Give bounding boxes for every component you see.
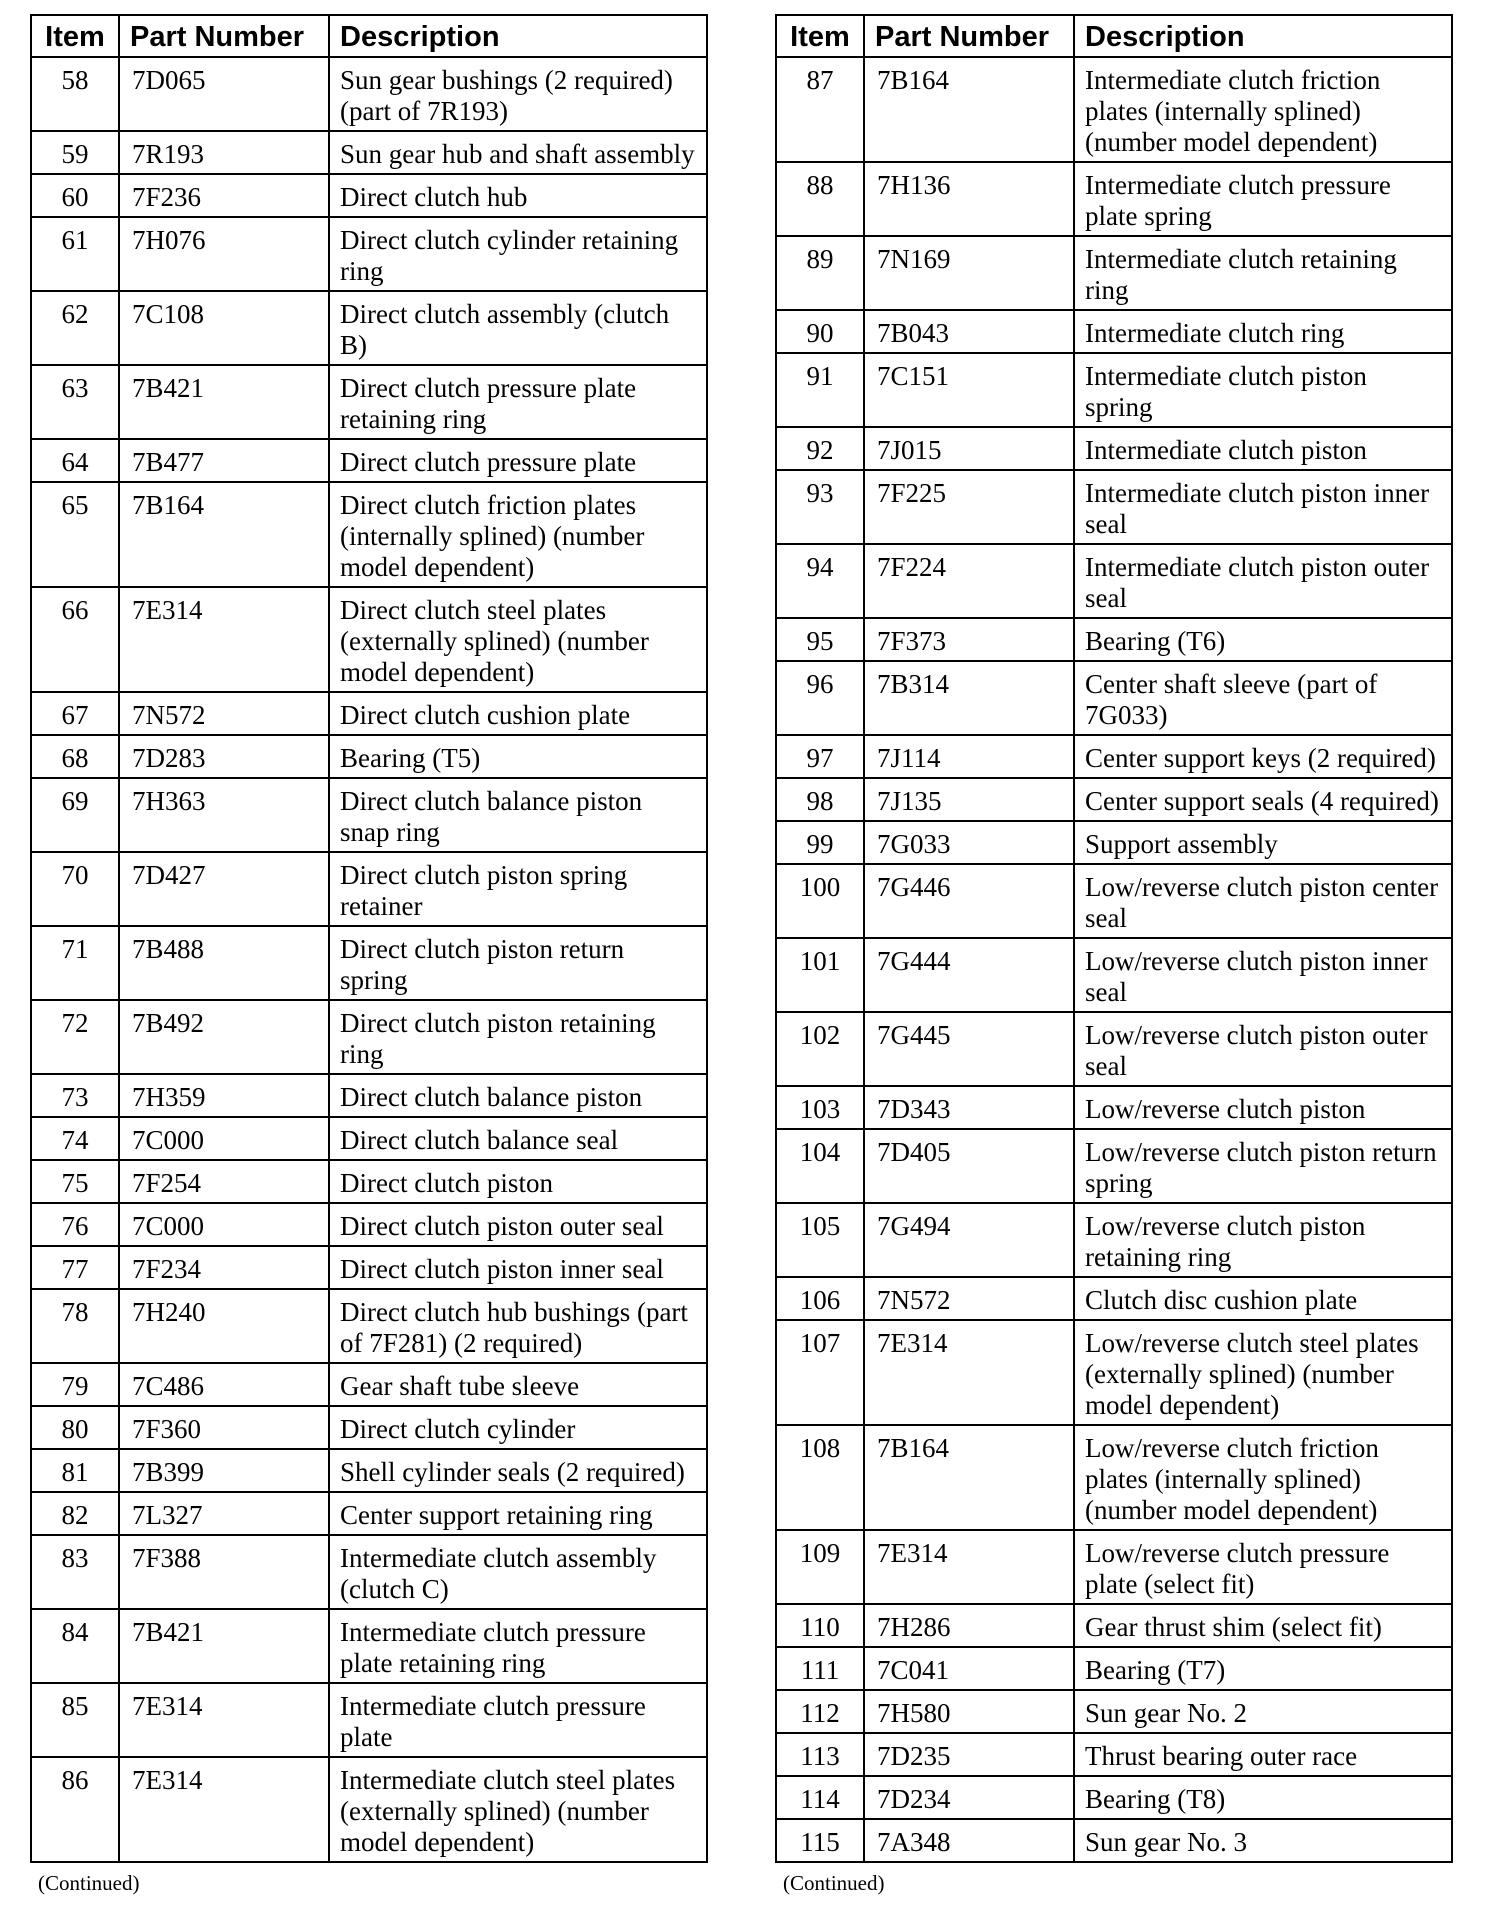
description-cell: Direct clutch friction plates (internally splined) (number model dependent) <box>329 482 707 587</box>
part-number-cell: 7L327 <box>119 1492 329 1535</box>
item-cell: 75 <box>31 1160 119 1203</box>
part-number-cell: 7E314 <box>119 587 329 692</box>
description-cell: Intermediate clutch retaining ring <box>1074 236 1452 310</box>
part-number-cell: 7B314 <box>864 661 1074 735</box>
table-row <box>31 482 707 587</box>
item-cell: 85 <box>31 1683 119 1757</box>
description-cell: Direct clutch balance piston <box>329 1074 707 1117</box>
part-number-cell: 7N169 <box>864 236 1074 310</box>
header-part-number: Part Number <box>864 15 1074 57</box>
description-cell: Intermediate clutch piston spring <box>1074 353 1452 427</box>
description-cell: Direct clutch piston return spring <box>329 926 707 1000</box>
table-row <box>31 1000 707 1074</box>
item-cell: 89 <box>776 236 864 310</box>
header-description: Description <box>1074 15 1452 57</box>
item-cell: 78 <box>31 1289 119 1363</box>
part-number-cell: 7C041 <box>864 1647 1074 1690</box>
table-row <box>31 692 707 735</box>
table-row <box>776 470 1452 544</box>
description-cell: Direct clutch cushion plate <box>329 692 707 735</box>
table-row <box>776 1690 1452 1733</box>
part-number-cell: 7H286 <box>864 1604 1074 1647</box>
part-number-cell: 7C000 <box>119 1117 329 1160</box>
item-cell: 112 <box>776 1690 864 1733</box>
part-number-cell: 7F225 <box>864 470 1074 544</box>
table-row <box>31 1160 707 1203</box>
description-cell: Direct clutch hub <box>329 174 707 217</box>
table-row <box>776 1604 1452 1647</box>
table-body <box>31 57 707 1862</box>
description-cell: Intermediate clutch friction plates (internally splined) (number model dependent) <box>1074 57 1452 162</box>
part-number-cell: 7D065 <box>119 57 329 131</box>
table-body <box>776 57 1452 1862</box>
item-cell: 66 <box>31 587 119 692</box>
item-cell: 108 <box>776 1425 864 1530</box>
table-row <box>776 310 1452 353</box>
item-cell: 88 <box>776 162 864 236</box>
description-cell: Low/reverse clutch piston outer seal <box>1074 1012 1452 1086</box>
table-row <box>776 618 1452 661</box>
table-row <box>776 353 1452 427</box>
table-row <box>31 291 707 365</box>
parts-table-left-column <box>30 14 706 1896</box>
part-number-cell: 7F373 <box>864 618 1074 661</box>
part-number-cell: 7D283 <box>119 735 329 778</box>
item-cell: 109 <box>776 1530 864 1604</box>
item-cell: 95 <box>776 618 864 661</box>
table-row <box>31 1535 707 1609</box>
parts-table-left <box>30 14 708 1863</box>
table-row <box>31 587 707 692</box>
item-cell: 69 <box>31 778 119 852</box>
table-row <box>31 1117 707 1160</box>
item-cell: 67 <box>31 692 119 735</box>
table-row <box>31 217 707 291</box>
item-cell: 107 <box>776 1320 864 1425</box>
item-cell: 91 <box>776 353 864 427</box>
description-cell: Intermediate clutch ring <box>1074 310 1452 353</box>
table-row <box>776 544 1452 618</box>
table-row <box>31 1289 707 1363</box>
description-cell: Sun gear No. 2 <box>1074 1690 1452 1733</box>
part-number-cell: 7G444 <box>864 938 1074 1012</box>
part-number-cell: 7H363 <box>119 778 329 852</box>
description-cell: Low/reverse clutch piston center seal <box>1074 864 1452 938</box>
item-cell: 115 <box>776 1819 864 1862</box>
item-cell: 64 <box>31 439 119 482</box>
part-number-cell: 7B421 <box>119 1609 329 1683</box>
table-row <box>31 778 707 852</box>
table-row <box>31 926 707 1000</box>
part-number-cell: 7H136 <box>864 162 1074 236</box>
item-cell: 111 <box>776 1647 864 1690</box>
part-number-cell: 7C108 <box>119 291 329 365</box>
description-cell: Direct clutch steel plates (externally splined) (number model dependent) <box>329 587 707 692</box>
description-cell: Direct clutch balance seal <box>329 1117 707 1160</box>
item-cell: 61 <box>31 217 119 291</box>
description-cell: Intermediate clutch assembly (clutch C) <box>329 1535 707 1609</box>
table-row <box>776 1530 1452 1604</box>
table-row <box>31 1492 707 1535</box>
item-cell: 77 <box>31 1246 119 1289</box>
table-row <box>31 1609 707 1683</box>
part-number-cell: 7C486 <box>119 1363 329 1406</box>
continued-note: (Continued) <box>783 1871 885 1895</box>
part-number-cell: 7N572 <box>864 1277 1074 1320</box>
table-row <box>776 1012 1452 1086</box>
part-number-cell: 7E314 <box>119 1683 329 1757</box>
item-cell: 76 <box>31 1203 119 1246</box>
part-number-cell: 7N572 <box>119 692 329 735</box>
item-cell: 103 <box>776 1086 864 1129</box>
part-number-cell: 7J015 <box>864 427 1074 470</box>
table-row <box>776 938 1452 1012</box>
table-row <box>31 1203 707 1246</box>
table-row <box>31 1406 707 1449</box>
part-number-cell: 7D427 <box>119 852 329 926</box>
item-cell: 62 <box>31 291 119 365</box>
header-part-number: Part Number <box>119 15 329 57</box>
table-row <box>31 1757 707 1862</box>
table-row <box>31 852 707 926</box>
item-cell: 73 <box>31 1074 119 1117</box>
description-cell: Sun gear hub and shaft assembly <box>329 131 707 174</box>
item-cell: 113 <box>776 1733 864 1776</box>
item-cell: 79 <box>31 1363 119 1406</box>
item-cell: 84 <box>31 1609 119 1683</box>
part-number-cell: 7B043 <box>864 310 1074 353</box>
description-cell: Direct clutch piston outer seal <box>329 1203 707 1246</box>
table-row <box>776 1647 1452 1690</box>
part-number-cell: 7G033 <box>864 821 1074 864</box>
description-cell: Bearing (T6) <box>1074 618 1452 661</box>
description-cell: Intermediate clutch pressure plate retaining ring <box>329 1609 707 1683</box>
table-row <box>776 1129 1452 1203</box>
description-cell: Intermediate clutch pressure plate <box>329 1683 707 1757</box>
table-row <box>776 1425 1452 1530</box>
header-description: Description <box>329 15 707 57</box>
part-number-cell: 7G494 <box>864 1203 1074 1277</box>
part-number-cell: 7B164 <box>864 1425 1074 1530</box>
description-cell: Direct clutch piston inner seal <box>329 1246 707 1289</box>
item-cell: 68 <box>31 735 119 778</box>
table-row <box>31 735 707 778</box>
item-cell: 60 <box>31 174 119 217</box>
part-number-cell: 7B477 <box>119 439 329 482</box>
header-item: Item <box>31 15 119 57</box>
part-number-cell: 7E314 <box>119 1757 329 1862</box>
item-cell: 59 <box>31 131 119 174</box>
table-row <box>776 427 1452 470</box>
table-row <box>31 131 707 174</box>
description-cell: Direct clutch balance piston snap ring <box>329 778 707 852</box>
item-cell: 96 <box>776 661 864 735</box>
part-number-cell: 7G446 <box>864 864 1074 938</box>
description-cell: Center support seals (4 required) <box>1074 778 1452 821</box>
description-cell: Low/reverse clutch piston <box>1074 1086 1452 1129</box>
description-cell: Intermediate clutch piston inner seal <box>1074 470 1452 544</box>
item-cell: 93 <box>776 470 864 544</box>
continued-note: (Continued) <box>38 1871 140 1895</box>
description-cell: Direct clutch cylinder retaining ring <box>329 217 707 291</box>
header-item: Item <box>776 15 864 57</box>
description-cell: Direct clutch pressure plate <box>329 439 707 482</box>
item-cell: 58 <box>31 57 119 131</box>
description-cell: Support assembly <box>1074 821 1452 864</box>
item-cell: 110 <box>776 1604 864 1647</box>
table-row <box>31 1074 707 1117</box>
description-cell: Direct clutch assembly (clutch B) <box>329 291 707 365</box>
item-cell: 81 <box>31 1449 119 1492</box>
table-row <box>776 1277 1452 1320</box>
item-cell: 106 <box>776 1277 864 1320</box>
description-cell: Gear shaft tube sleeve <box>329 1363 707 1406</box>
description-cell: Center support keys (2 required) <box>1074 735 1452 778</box>
part-number-cell: 7H076 <box>119 217 329 291</box>
part-number-cell: 7H240 <box>119 1289 329 1363</box>
item-cell: 65 <box>31 482 119 587</box>
table-row <box>776 821 1452 864</box>
item-cell: 104 <box>776 1129 864 1203</box>
table-row <box>31 1683 707 1757</box>
table-row <box>776 778 1452 821</box>
part-number-cell: 7F234 <box>119 1246 329 1289</box>
table-row <box>776 1733 1452 1776</box>
part-number-cell: 7C000 <box>119 1203 329 1246</box>
part-number-cell: 7E314 <box>864 1530 1074 1604</box>
part-number-cell: 7B492 <box>119 1000 329 1074</box>
part-number-cell: 7F224 <box>864 544 1074 618</box>
part-number-cell: 7J114 <box>864 735 1074 778</box>
table-row <box>776 162 1452 236</box>
description-cell: Low/reverse clutch piston inner seal <box>1074 938 1452 1012</box>
part-number-cell: 7B488 <box>119 926 329 1000</box>
item-cell: 92 <box>776 427 864 470</box>
item-cell: 71 <box>31 926 119 1000</box>
item-cell: 102 <box>776 1012 864 1086</box>
description-cell: Gear thrust shim (select fit) <box>1074 1604 1452 1647</box>
description-cell: Shell cylinder seals (2 required) <box>329 1449 707 1492</box>
item-cell: 90 <box>776 310 864 353</box>
part-number-cell: 7B399 <box>119 1449 329 1492</box>
item-cell: 97 <box>776 735 864 778</box>
part-number-cell: 7J135 <box>864 778 1074 821</box>
description-cell: Intermediate clutch steel plates (externally splined) (number model dependent) <box>329 1757 707 1862</box>
description-cell: Low/reverse clutch steel plates (externally splined) (number model dependent) <box>1074 1320 1452 1425</box>
table-row <box>776 236 1452 310</box>
description-cell: Direct clutch hub bushings (part of 7F281) (2 required) <box>329 1289 707 1363</box>
item-cell: 114 <box>776 1776 864 1819</box>
description-cell: Center support retaining ring <box>329 1492 707 1535</box>
item-cell: 94 <box>776 544 864 618</box>
part-number-cell: 7D234 <box>864 1776 1074 1819</box>
description-cell: Direct clutch piston retaining ring <box>329 1000 707 1074</box>
description-cell: Intermediate clutch piston <box>1074 427 1452 470</box>
part-number-cell: 7D343 <box>864 1086 1074 1129</box>
part-number-cell: 7B421 <box>119 365 329 439</box>
description-cell: Clutch disc cushion plate <box>1074 1277 1452 1320</box>
parts-table-right-column <box>775 14 1451 1896</box>
item-cell: 99 <box>776 821 864 864</box>
part-number-cell: 7G445 <box>864 1012 1074 1086</box>
table-row <box>776 57 1452 162</box>
table-row <box>31 1363 707 1406</box>
table-row <box>776 1819 1452 1862</box>
table-row <box>776 1320 1452 1425</box>
table-row <box>31 1449 707 1492</box>
description-cell: Bearing (T5) <box>329 735 707 778</box>
table-row <box>776 1776 1452 1819</box>
part-number-cell: 7D405 <box>864 1129 1074 1203</box>
description-cell: Direct clutch pressure plate retaining ring <box>329 365 707 439</box>
item-cell: 100 <box>776 864 864 938</box>
item-cell: 82 <box>31 1492 119 1535</box>
part-number-cell: 7R193 <box>119 131 329 174</box>
header-row <box>31 15 707 57</box>
table-row <box>776 864 1452 938</box>
part-number-cell: 7B164 <box>119 482 329 587</box>
description-cell: Bearing (T8) <box>1074 1776 1452 1819</box>
description-cell: Low/reverse clutch friction plates (internally splined) (number model dependent) <box>1074 1425 1452 1530</box>
description-cell: Sun gear bushings (2 required) (part of 7R193) <box>329 57 707 131</box>
item-cell: 72 <box>31 1000 119 1074</box>
part-number-cell: 7D235 <box>864 1733 1074 1776</box>
item-cell: 87 <box>776 57 864 162</box>
description-cell: Low/reverse clutch pressure plate (select fit) <box>1074 1530 1452 1604</box>
description-cell: Thrust bearing outer race <box>1074 1733 1452 1776</box>
table-row <box>776 661 1452 735</box>
item-cell: 105 <box>776 1203 864 1277</box>
description-cell: Direct clutch piston spring retainer <box>329 852 707 926</box>
part-number-cell: 7F388 <box>119 1535 329 1609</box>
table-row <box>31 57 707 131</box>
item-cell: 101 <box>776 938 864 1012</box>
part-number-cell: 7F254 <box>119 1160 329 1203</box>
table-row <box>776 735 1452 778</box>
item-cell: 86 <box>31 1757 119 1862</box>
description-cell: Sun gear No. 3 <box>1074 1819 1452 1862</box>
table-row <box>31 439 707 482</box>
part-number-cell: 7F360 <box>119 1406 329 1449</box>
description-cell: Intermediate clutch pressure plate spring <box>1074 162 1452 236</box>
table-row <box>31 365 707 439</box>
part-number-cell: 7H580 <box>864 1690 1074 1733</box>
item-cell: 83 <box>31 1535 119 1609</box>
item-cell: 70 <box>31 852 119 926</box>
item-cell: 74 <box>31 1117 119 1160</box>
table-row <box>31 1246 707 1289</box>
part-number-cell: 7F236 <box>119 174 329 217</box>
description-cell: Intermediate clutch piston outer seal <box>1074 544 1452 618</box>
description-cell: Low/reverse clutch piston return spring <box>1074 1129 1452 1203</box>
description-cell: Bearing (T7) <box>1074 1647 1452 1690</box>
part-number-cell: 7A348 <box>864 1819 1074 1862</box>
description-cell: Low/reverse clutch piston retaining ring <box>1074 1203 1452 1277</box>
part-number-cell: 7C151 <box>864 353 1074 427</box>
table-row <box>776 1203 1452 1277</box>
part-number-cell: 7B164 <box>864 57 1074 162</box>
table-row <box>776 1086 1452 1129</box>
item-cell: 63 <box>31 365 119 439</box>
item-cell: 80 <box>31 1406 119 1449</box>
description-cell: Center shaft sleeve (part of 7G033) <box>1074 661 1452 735</box>
description-cell: Direct clutch piston <box>329 1160 707 1203</box>
part-number-cell: 7E314 <box>864 1320 1074 1425</box>
parts-table-right <box>775 14 1453 1863</box>
item-cell: 98 <box>776 778 864 821</box>
part-number-cell: 7H359 <box>119 1074 329 1117</box>
table-row <box>31 174 707 217</box>
header-row <box>776 15 1452 57</box>
description-cell: Direct clutch cylinder <box>329 1406 707 1449</box>
